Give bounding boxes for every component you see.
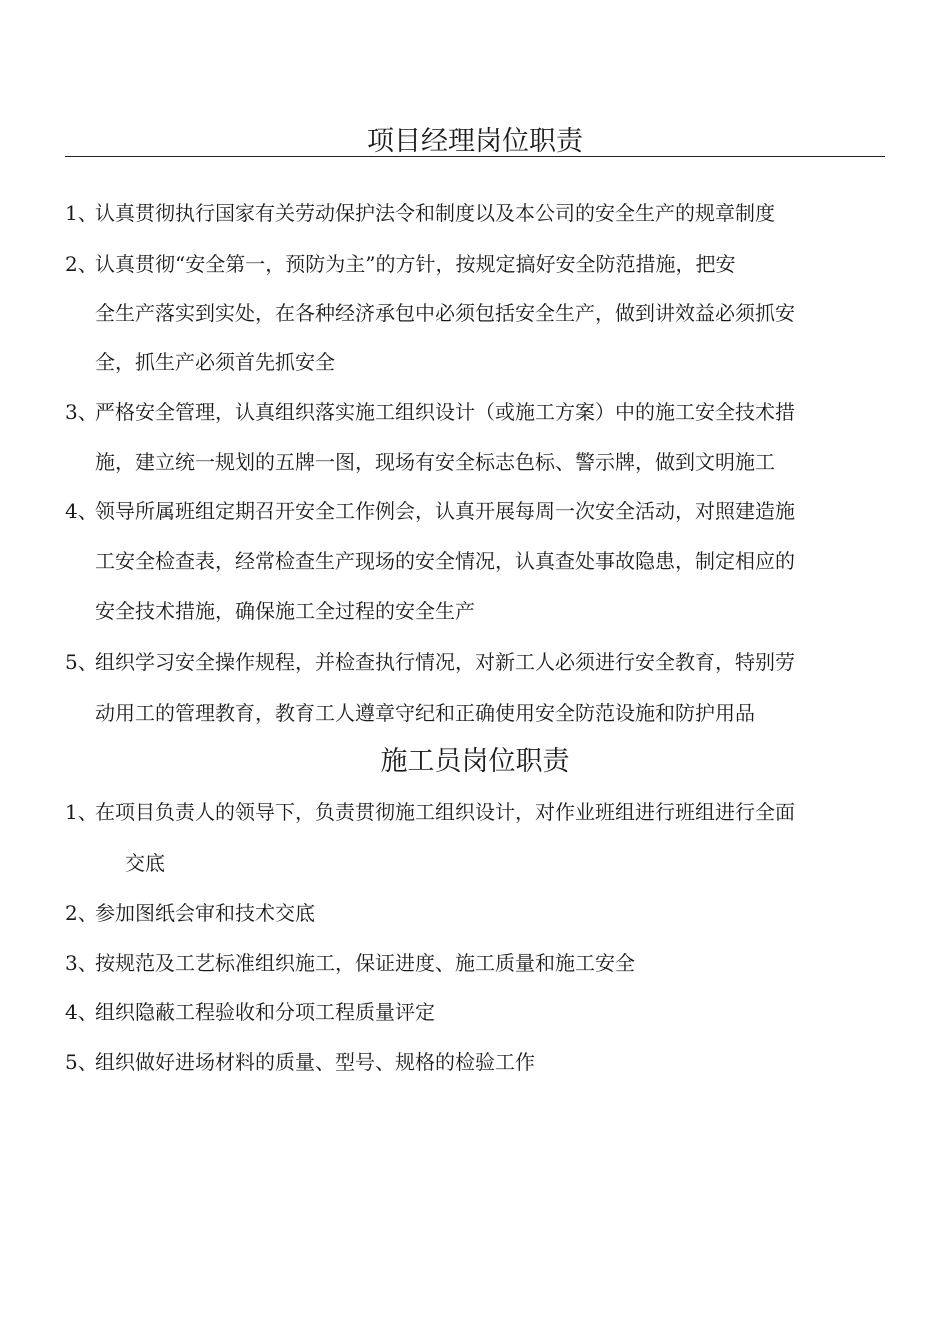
s1-item-2-line-2: 全生产落实到实处，在各种经济承包中必须包括安全生产，做到讲效益必须抓安 [95, 301, 795, 325]
s2-item-1-number: 1、 [65, 800, 98, 824]
s1-item-4-line-1: 4、领导所属班组定期召开安全工作例会，认真开展每周一次安全活动，对照建造施 [65, 499, 795, 523]
s1-item-2-line-3: 全，抓生产必须首先抓安全 [95, 350, 335, 374]
section2-title: 施工员岗位职责 [380, 746, 570, 777]
s2-item-4-line-1: 4、组织隐蔽工程验收和分项工程质量评定 [65, 1000, 435, 1024]
s2-item-2-number: 2、 [65, 901, 98, 925]
s2-item-1-line-1: 1、在项目负责人的领导下，负责贯彻施工组织设计，对作业班组进行班组进行全面 [65, 800, 795, 824]
s1-item-1-number: 1、 [65, 201, 98, 225]
s2-item-2-line-1: 2、参加图纸会审和技术交底 [65, 901, 315, 925]
s1-item-4-line-3: 安全技术措施，确保施工全过程的安全生产 [95, 599, 475, 623]
s1-item-5-line-2: 动用工的管理教育，教育工人遵章守纪和正确使用安全防范设施和防护用品 [95, 701, 755, 725]
s2-item-5-number: 5、 [65, 1050, 98, 1074]
s1-item-4-line-2: 工安全检查表，经常检查生产现场的安全情况，认真查处事故隐患，制定相应的 [95, 549, 795, 573]
s2-item-4-number: 4、 [65, 1000, 98, 1024]
s1-item-2-number: 2、 [65, 252, 98, 276]
s2-item-5-line-1: 5、组织做好进场材料的质量、型号、规格的检验工作 [65, 1050, 535, 1074]
s1-item-3-line-2: 施，建立统一规划的五牌一图，现场有安全标志色标、警示牌，做到文明施工 [95, 450, 775, 474]
s1-item-3-line-1: 3、严格安全管理，认真组织落实施工组织设计（或施工方案）中的施工安全技术措 [65, 400, 795, 424]
s1-item-5-number: 5、 [65, 650, 98, 674]
s2-item-3-number: 3、 [65, 951, 98, 975]
s1-item-3-number: 3、 [65, 400, 98, 424]
title-underline [65, 156, 885, 157]
s1-item-1-line-1: 1、认真贯彻执行国家有关劳动保护法令和制度以及本公司的安全生产的规章制度 [65, 201, 775, 225]
section1-title: 项目经理岗位职责 [367, 126, 583, 157]
s2-item-1-line-2: 交底 [125, 851, 165, 875]
s1-item-2-line-1: 2、认真贯彻“安全第一，预防为主”的方针，按规定搞好安全防范措施，把安 [65, 252, 736, 276]
s2-item-3-line-1: 3、按规范及工艺标准组织施工，保证进度、施工质量和施工安全 [65, 951, 635, 975]
s1-item-5-line-1: 5、组织学习安全操作规程，并检查执行情况，对新工人必须进行安全教育，特别劳 [65, 650, 795, 674]
s1-item-4-number: 4、 [65, 499, 98, 523]
